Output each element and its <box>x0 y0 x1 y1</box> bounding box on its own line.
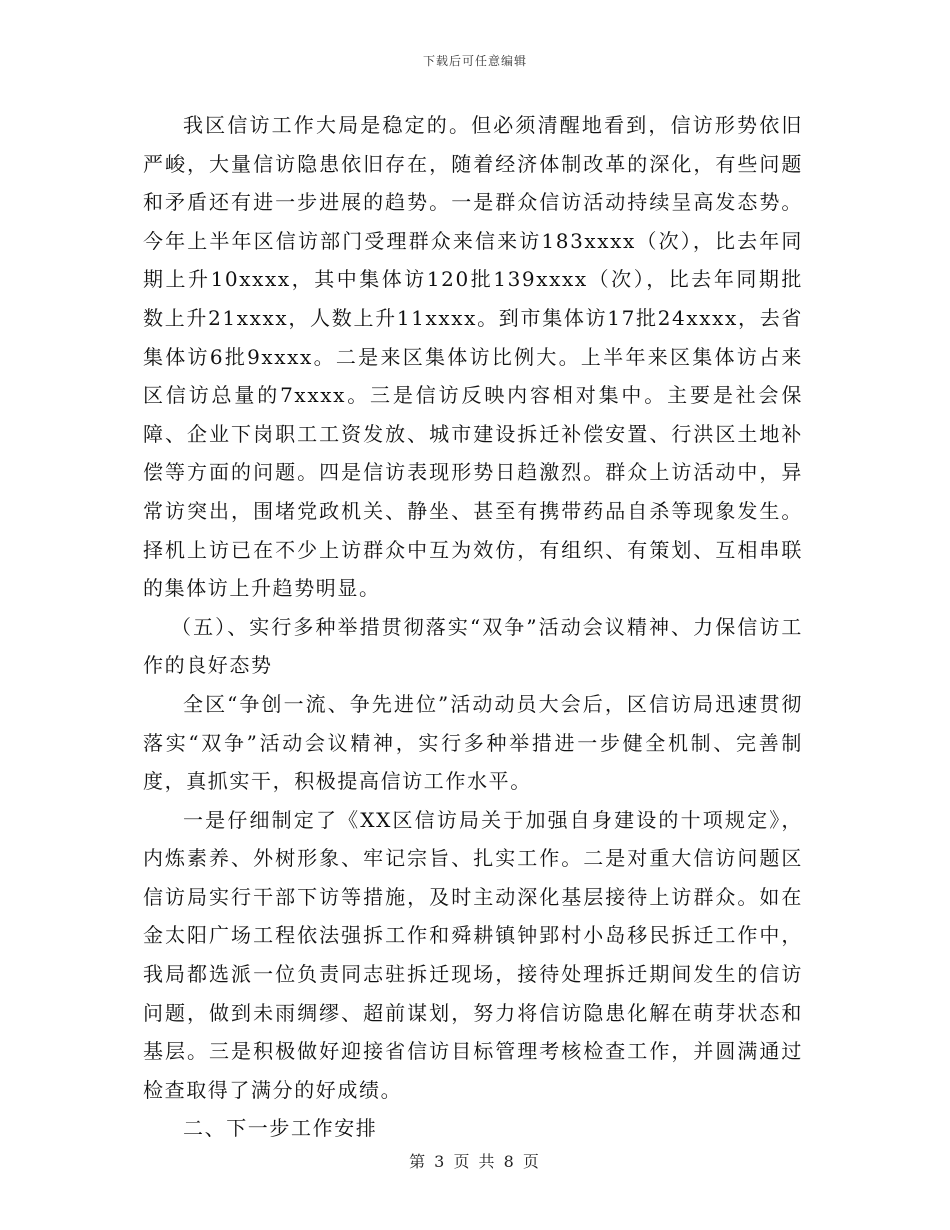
section-heading-five: （五）、实行多种举措贯彻落实“双争”活动会议精神、力保信访工作的良好态势 <box>143 614 803 678</box>
paragraph-petition-situation: 我区信访工作大局是稳定的。但必须清醒地看到，信访形势依旧严峻，大量信访隐患依旧存在，随着经济体制改革的深化，有些问题和矛盾还有进一步进展的趋势。一是群众信访活动持续呈高发态势。今年上半年区信访部门受理群众来信来访183xxxx（次），比去年同期上升10xxxx，其中集体访120批139xxxx（次），比去年同期批数上升21xxxx，人数上升11xxxx。到市集体访17批24xxxx，去省集体访6批9xxxx。二是来区集体访比例大。上半年来区集体访占来区信访总量的7xxxx。三是信访反映内容相对集中。主要是社会保障、企业下岗职工工资发放、城市建设拆迁补偿安置、行洪区土地补偿等方面的问题。四是信访表现形势日趋激烈。群众上访活动中，异常访突出，围堵党政机关、静坐、甚至有携带药品自杀等现象发生。择机上访已在不少上访群众中互为效仿，有组织、有策划、互相串联的集体访上升趋势明显。 <box>143 113 803 601</box>
page-number: 第 3 页 共 8 页 <box>409 1152 541 1171</box>
document-body <box>143 106 803 1148</box>
section-heading-next-steps: 二、下一步工作安排 <box>183 1116 378 1141</box>
page-header-note: 下载后可任意编辑 <box>422 54 527 68</box>
paragraph-mobilization: 全区“争创一流、争先进位”活动动员大会后，区信访局迅速贯彻落实“双争”活动会议精神，实行多种举措进一步健全机制、完善制度，真抓实干，积极提高信访工作水平。 <box>143 691 803 794</box>
paragraph-measures: 一是仔细制定了《XX区信访局关于加强自身建设的十项规定》，内炼素养、外树形象、牢记宗旨、扎实工作。二是对重大信访问题区信访局实行干部下访等措施，及时主动深化基层接待上访群众。如在金太阳广场工程依法强拆工作和舜耕镇钟郢村小岛移民拆迁工作中，我局都选派一位负责同志驻拆迁现场，接待处理拆迁期间发生的信访问题，做到未雨绸缪、超前谋划，努力将信访隐患化解在萌芽状态和基层。三是积极做好迎接省信访目标管理考核检查工作，并圆满通过检查取得了满分的好成绩。 <box>143 807 803 1102</box>
